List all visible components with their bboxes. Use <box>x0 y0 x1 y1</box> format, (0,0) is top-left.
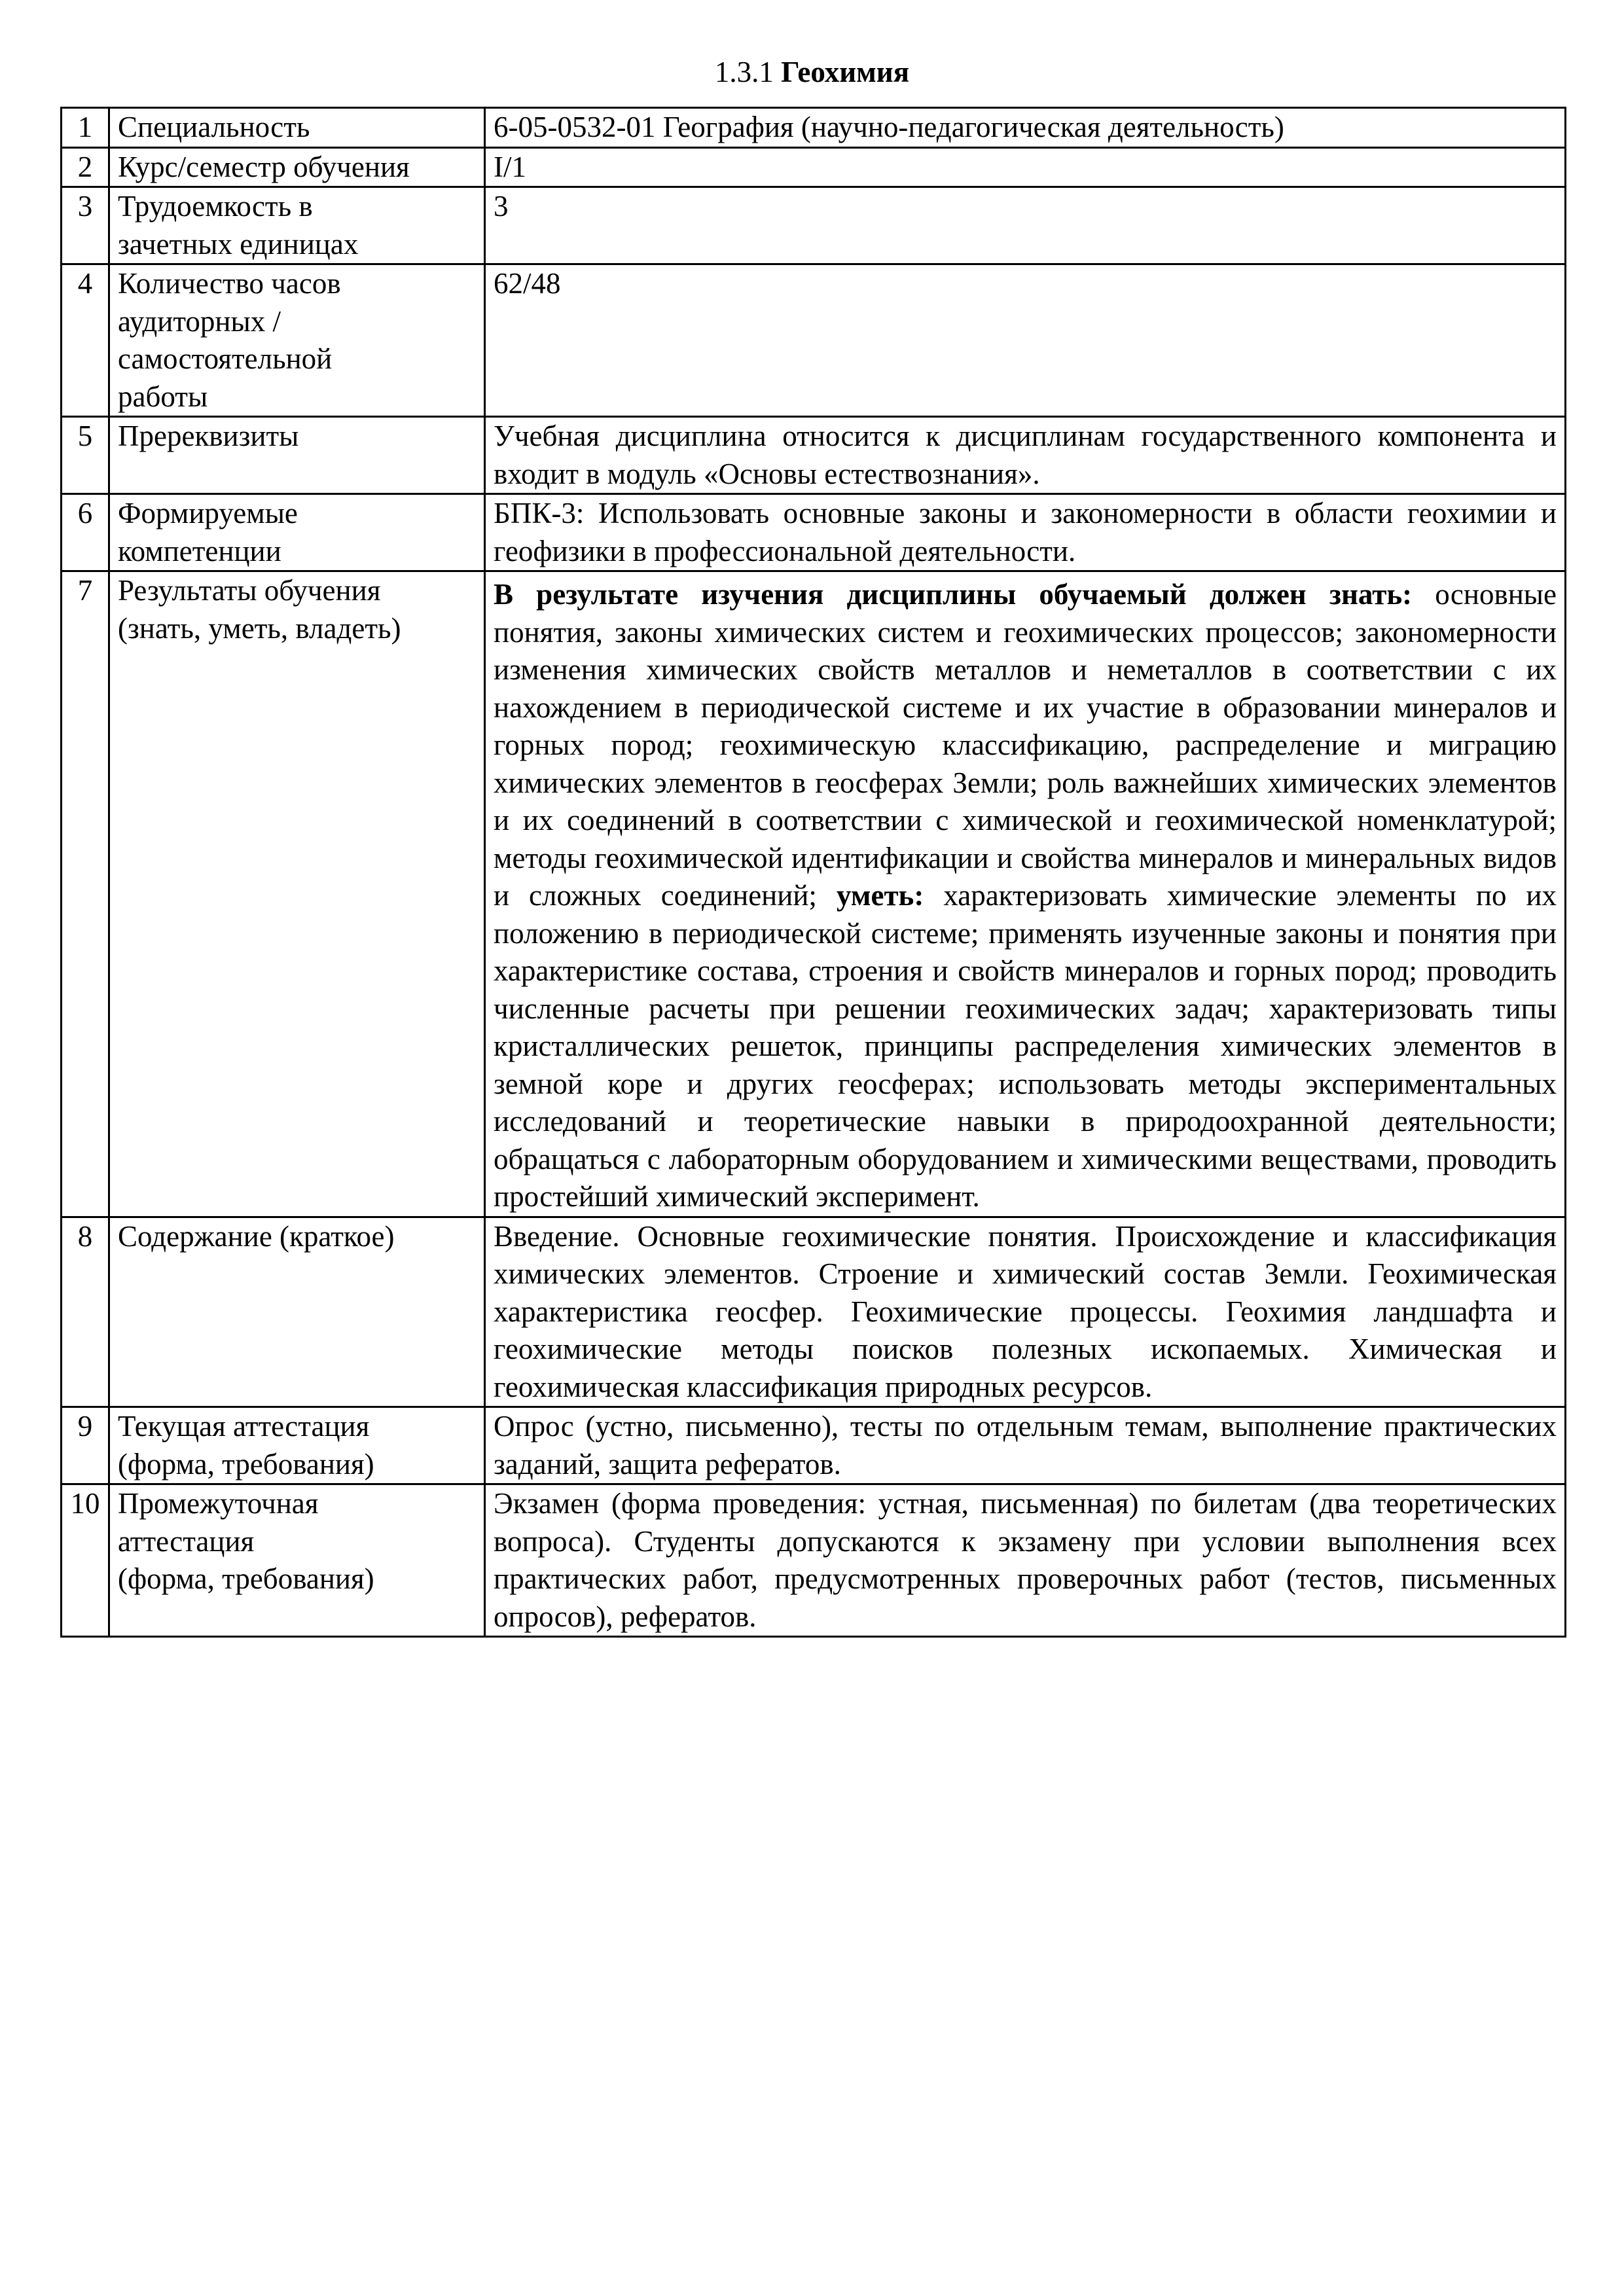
field-line: Формируемые <box>118 497 298 529</box>
row-field <box>109 1407 485 1484</box>
row-value: 62/48 <box>485 264 1566 417</box>
row-number: 6 <box>62 494 109 571</box>
field-line: Количество часов <box>118 267 341 300</box>
row-value: Введение. Основные геохимические понятия. Происхождение и классификация химических элементов. Строение и химический состав Земли. Геохимическая характеристика геосфер. Геохимические процессы. Геохимия ландшафта и геохимические методы поисков полезных ископаемых. Химическая и геохимическая классификация природных ресурсов. <box>485 1217 1566 1407</box>
field-line: Трудоемкость в <box>118 190 313 223</box>
row-number: 8 <box>62 1217 109 1407</box>
table-row <box>62 417 1566 494</box>
page-title <box>0 54 1624 90</box>
row-value: 3 <box>485 187 1566 264</box>
learning-can-heading: уметь: <box>836 879 924 912</box>
table-row <box>62 571 1566 1217</box>
row-number: 3 <box>62 187 109 264</box>
row-number: 10 <box>62 1484 109 1637</box>
table-row <box>62 1484 1566 1637</box>
field-line: аттестация <box>118 1524 255 1558</box>
row-number: 5 <box>62 417 109 494</box>
field-line: (форма, требования) <box>118 1447 374 1480</box>
field-line: (знать, уметь, владеть) <box>118 611 401 645</box>
field-line: Содержание (краткое) <box>118 1219 395 1253</box>
row-field <box>109 264 485 417</box>
field-line: Специальность <box>118 111 310 143</box>
title-number: 1.3.1 <box>714 56 774 88</box>
syllabus-table <box>60 107 1566 1638</box>
field-line: Текущая аттестация <box>118 1410 370 1443</box>
row-value: Экзамен (форма проведения: устная, письменная) по билетам (два теоретических вопроса). Студенты допускаются к экзамену при условии выполнения всех практических работ, предусмотренных проверочных работ (тестов, письменных опросов), рефератов. <box>485 1484 1566 1637</box>
row-value: 6-05-0532-01 География (научно-педагогическая деятельность) <box>485 108 1566 148</box>
row-number: 1 <box>62 108 109 148</box>
learning-can-text: характеризовать химические элементы по их положению в периодической системе; применять изученные законы и понятия при характеристике состава, строения и свойств минералов и горных пород; проводить численные расчеты при решении геохимических задач; характеризовать типы кристаллических решеток, принципы распределения химических элементов в земной коре и других геосферах; использовать методы экспериментальных исследований и теоретические навыки в природоохранной деятельности; обращаться с лабораторным оборудованием и химическими веществами, проводить простейший химический эксперимент. <box>494 879 1557 1213</box>
field-line: самостоятельной <box>118 342 333 375</box>
row-value: Учебная дисциплина относится к дисциплинам государственного компонента и входит в модуль «Основы естествознания». <box>485 417 1566 494</box>
table-row <box>62 108 1566 148</box>
table-row <box>62 1407 1566 1484</box>
table-row <box>62 187 1566 264</box>
field-line: Курс/семестр обучения <box>118 150 410 183</box>
field-line: Промежуточная <box>118 1487 319 1520</box>
field-line: (форма, требования) <box>118 1562 374 1595</box>
row-value: I/1 <box>485 147 1566 187</box>
row-field <box>109 108 485 148</box>
row-field <box>109 494 485 571</box>
field-line: аудиторных / <box>118 304 281 338</box>
row-value: БПК-3: Использовать основные законы и закономерности в области геохимии и геофизики в профессиональной деятельности. <box>485 494 1566 571</box>
title-name: Геохимия <box>781 56 910 88</box>
table-row <box>62 147 1566 187</box>
table-row <box>62 494 1566 571</box>
field-line: Результаты обучения <box>118 574 381 607</box>
row-field <box>109 1484 485 1637</box>
row-number: 9 <box>62 1407 109 1484</box>
field-line: работы <box>118 380 208 413</box>
row-field <box>109 417 485 494</box>
field-line: зачетных единицах <box>118 227 359 260</box>
row-field <box>109 1217 485 1407</box>
row-value <box>485 571 1566 1217</box>
row-value: Опрос (устно, письменно), тесты по отдельным темам, выполнение практических заданий, защита рефератов. <box>485 1407 1566 1484</box>
row-field <box>109 187 485 264</box>
row-number: 7 <box>62 571 109 1217</box>
learning-know-heading: В результате изучения дисциплины обучаемый должен знать: <box>494 578 1413 611</box>
row-field <box>109 571 485 1217</box>
learning-know-text: основные понятия, законы химических систем и геохимических процессов; закономерности изменения химических свойств металлов и неметаллов в соответствии с их нахождением в периодической системе и их участие в образовании минералов и горных пород; геохимическую классификацию, распределение и миграцию химических элементов в геосферах Земли; роль важнейших химических элементов и их соединений в соответствии с химической и геохимической номенклатурой; методы геохимической идентификации и свойства минералов и минеральных видов и сложных соединений; <box>494 578 1557 912</box>
table-row <box>62 264 1566 417</box>
field-line: компетенции <box>118 534 281 567</box>
row-number: 4 <box>62 264 109 417</box>
row-field <box>109 147 485 187</box>
field-line: Пререквизиты <box>118 420 299 452</box>
table-row <box>62 1217 1566 1407</box>
row-number: 2 <box>62 147 109 187</box>
